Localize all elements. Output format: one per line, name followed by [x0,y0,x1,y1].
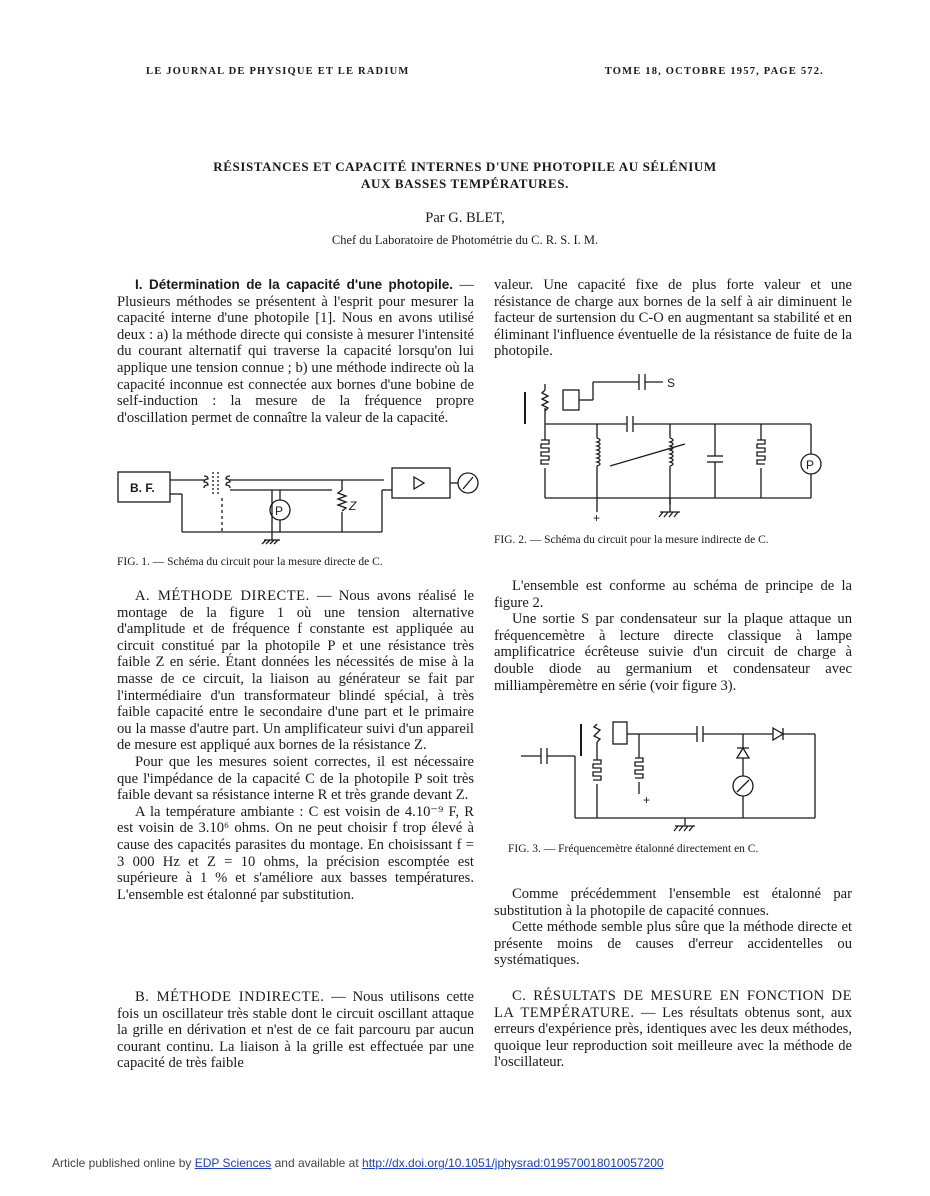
resistor-2 [757,440,765,464]
publisher-link[interactable]: EDP Sciences [194,1156,272,1170]
figure-3-diagram [515,718,835,836]
left-column-intro [117,277,474,426]
right-p1: valeur. Une capacité fixe de plus forte valeur et une résistance de charge aux bornes de la self à air diminuent le facteur de surtension du C-O en augmentant sa stabilité et en éliminant l'influence éventuelle de la résistance de fuite de la photopile. [494,277,852,360]
transformer-primary [204,476,208,488]
section-b-heading: B. MÉTHODE INDIRECTE. [135,989,325,1005]
resistor-z-label: Z [349,499,357,513]
right-p4: Comme précédemment l'ensemble est étalonné par substitution à la photopile de capacité connues. [494,886,852,919]
affiliation: Chef du Laboratoire de Photométrie du C. R. S. I. M. [331,233,599,247]
author: Par G. BLET, [425,210,505,226]
coil-1 [597,438,600,466]
resistor-3a [593,760,601,780]
footer [52,1156,664,1170]
resistor-3b [635,758,643,778]
figure-1-diagram [112,462,490,550]
section-b-p1: — Nous utilisons cette fois un oscillateur très stable dont le circuit oscillant attaque la grille en dérivation et n'est de ce fait parcouru par aucun courant continu. La liaison à la grille est effectuée par une capacité de très faible [117,989,474,1072]
transformer-secondary [226,476,230,488]
right-column-bottom [494,886,852,969]
figure-3-caption: FIG. 3. — Fréquencemètre étalonné directement en C. [508,843,759,855]
section-c-heading: C. RÉSULTATS DE MESURE EN FONCTION DE LA TEMPÉRATURE. [494,988,852,1021]
photocell-label: P [275,504,284,518]
section-a-heading: A. MÉTHODE DIRECTE. [135,588,310,604]
figure-2-diagram [515,372,835,530]
section-a-p1: — Nous avons réalisé le montage de la figure 1 où une tension alternative d'amplitude et de fréquence f constante est appliquée au circuit constitué par la photopile P et une résistance très faible Z en série. Étant données les nécessités de mise à la masse de ce circuit, la liaison au générateur se fait par l'intermédiaire d'un transformateur blindé spécial, à très faible capacité entre le secondaire d'une part et le primaire ou la masse d'autre part. Un amplificateur suivi d'un appareil de mesure est appliqué aux bornes de la résistance Z. [117,588,474,754]
issue-info: TOME 18, OCTOBRE 1957, PAGE 572. [604,66,824,77]
section-c-p1: — Les résultats obtenus sont, aux erreurs d'expérience près, identiques avec les deux méthodes, quoique leur reproduction soit meilleure avec la méthode de l'oscillateur. [494,1004,853,1071]
tube-box-3 [613,722,627,744]
amplifier-symbol [414,477,424,489]
plate-resistor [542,390,548,411]
tube-box [563,390,579,410]
doi-link[interactable]: http://dx.doi.org/10.1051/jphysrad:019570018010057200 [362,1156,664,1170]
diode-2 [737,748,749,758]
bf-label: B. F. [130,481,155,495]
figure-1-caption: FIG. 1. — Schéma du circuit pour la mesure directe de C. [117,556,383,568]
footer-prefix: Article published online by [52,1156,192,1170]
plus-label: + [593,511,601,525]
article-title [0,158,930,192]
section-b [117,989,474,1072]
resistor-z [338,490,346,511]
title-line-2: AUX BASSES TEMPÉRATURES. [361,176,569,191]
right-column-middle [494,578,852,694]
amplifier-box [392,468,450,498]
right-p2: L'ensemble est conforme au schéma de principe de la figure 2. [494,578,852,611]
photocell-p2-label: P [806,458,815,472]
section-1-text: — Plusieurs méthodes se présentent à l'esprit pour mesurer la capacité interne d'une photopile [1]. Nous en avons utilisé deux : a) la méthode directe qui consiste à mesurer l'intensité du courant alternatif qui traverse la capacité lorsqu'on lui applique une tension connue ; b) une méthode indirecte où la capacité inconnue est connectée aux bornes d'une bobine de self-induction : la mesure de la fréquence propre d'oscillation permet de connaître la valeur de la capacité. [117,277,475,426]
section-c [494,988,852,1071]
journal-name: LE JOURNAL DE PHYSIQUE ET LE RADIUM [146,66,410,77]
right-p3: Une sortie S par condensateur sur la plaque attaque un fréquencemètre à lecture directe classique à lampe amplificatrice écrêteuse suivie d'un circuit de charge à double diode au germanium et condensateur avec milliampèremètre en série (voir figure 3). [494,611,852,694]
resistor-1 [541,440,549,464]
plus-label-3: + [643,793,651,807]
right-column-intro [494,277,852,360]
section-a-p2: Pour que les mesures soient correctes, il est nécessaire que l'impédance de la capacité C de la photopile P soit très faible devant sa résistance interne R et très grande devant Z. [117,753,474,804]
footer-middle: and available at [274,1156,359,1170]
diode-1 [773,728,783,740]
plate-resistor-3 [594,724,600,742]
coil-2 [670,438,673,466]
title-line-1: RÉSISTANCES ET CAPACITÉ INTERNES D'UNE PHOTOPILE AU SÉLÉNIUM [213,159,717,174]
section-1-heading: I. Détermination de la capacité d'une photopile. [135,277,454,292]
output-s-label: S [667,376,676,390]
section-a [117,588,474,903]
coupling-arrow [610,444,685,466]
right-p5: Cette méthode semble plus sûre que la méthode directe et présente moins de causes d'erreur accidentelles ou systématiques. [494,919,852,969]
figure-2-caption: FIG. 2. — Schéma du circuit pour la mesure indirecte de C. [494,534,769,546]
section-a-p3: A la température ambiante : C est voisin de 4.10⁻⁹ F, R est voisin de 3.10⁶ ohms. On ne peut choisir f trop élevé à cause des capacités parasites du montage. En choisissant f = 3 000 Hz et Z = 10 ohms, la précision escomptée est supérieure à 1 % et s'améliore aux basses températures. L'ensemble est étalonné par substitution. [117,803,474,903]
